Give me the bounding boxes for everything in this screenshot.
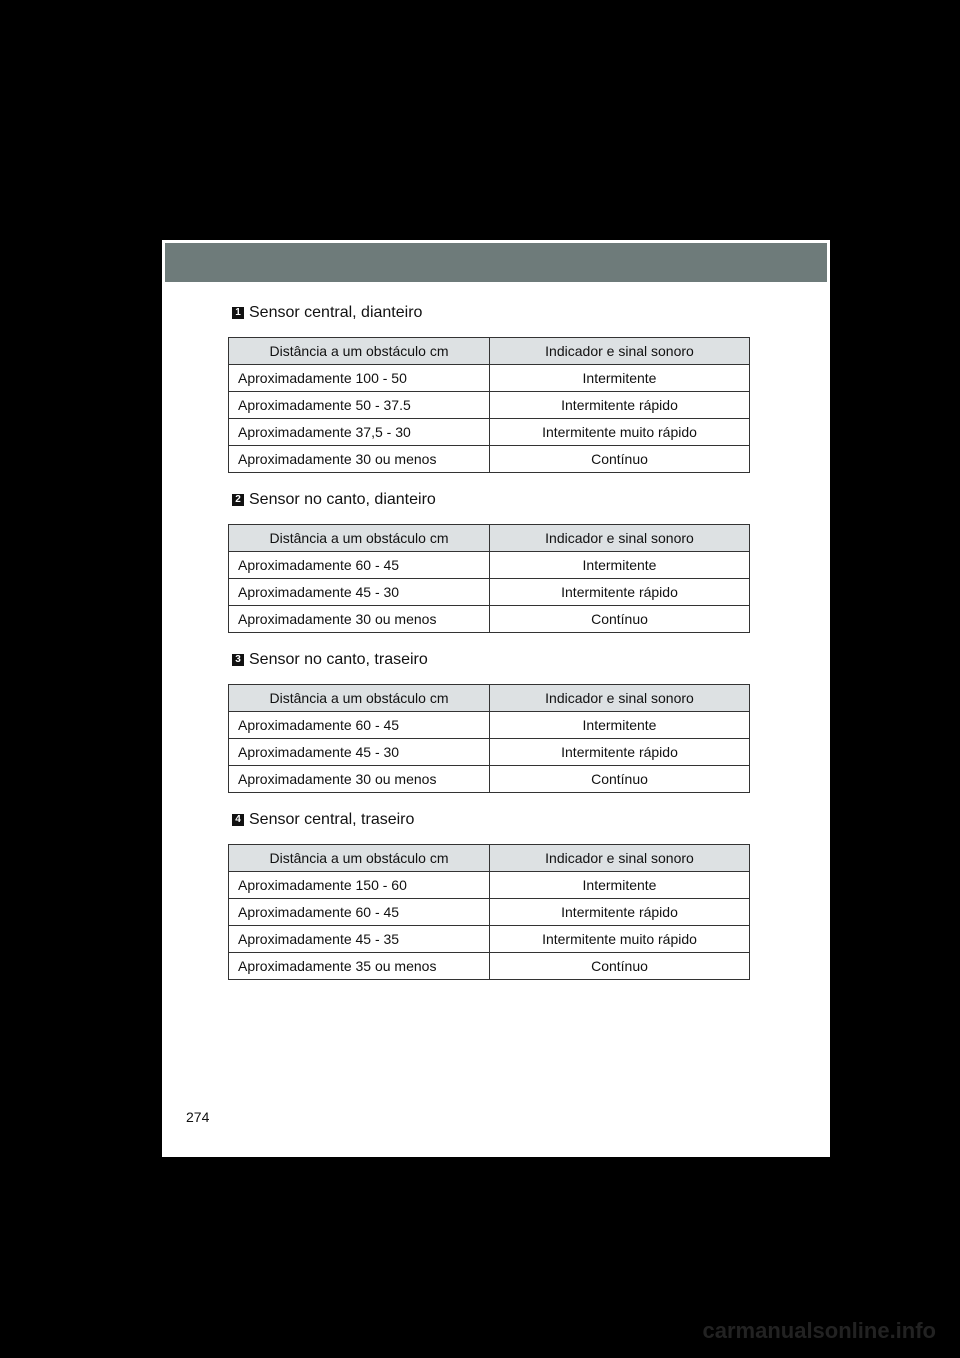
header-distance: Distância a um obstáculo cm bbox=[229, 525, 490, 552]
table-section-1 bbox=[228, 337, 750, 473]
table-row bbox=[229, 739, 750, 766]
table-row bbox=[229, 953, 750, 980]
cell-distance: Aproximadamente 100 - 50 bbox=[229, 365, 490, 392]
cell-distance: Aproximadamente 45 - 30 bbox=[229, 739, 490, 766]
section-title-1 bbox=[232, 304, 422, 322]
cell-distance: Aproximadamente 45 - 35 bbox=[229, 926, 490, 953]
header-distance: Distância a um obstáculo cm bbox=[229, 845, 490, 872]
manual-page bbox=[162, 240, 830, 1157]
cell-distance: Aproximadamente 60 - 45 bbox=[229, 712, 490, 739]
section-badge-4: 4 bbox=[232, 814, 244, 826]
table-section-2 bbox=[228, 524, 750, 633]
cell-signal: Intermitente muito rápido bbox=[490, 419, 750, 446]
cell-distance: Aproximadamente 37,5 - 30 bbox=[229, 419, 490, 446]
section-title-4 bbox=[232, 811, 414, 829]
cell-signal: Intermitente rápido bbox=[490, 739, 750, 766]
cell-signal: Intermitente bbox=[490, 872, 750, 899]
cell-signal: Intermitente rápido bbox=[490, 579, 750, 606]
section-title-3 bbox=[232, 651, 428, 669]
section-title-2 bbox=[232, 491, 436, 509]
section-title-text-3: Sensor no canto, traseiro bbox=[249, 651, 428, 668]
cell-signal: Intermitente rápido bbox=[490, 392, 750, 419]
table-row bbox=[229, 872, 750, 899]
table-row bbox=[229, 766, 750, 793]
table-row bbox=[229, 365, 750, 392]
cell-signal: Intermitente bbox=[490, 365, 750, 392]
header-band bbox=[165, 243, 827, 282]
table-row bbox=[229, 392, 750, 419]
header-distance: Distância a um obstáculo cm bbox=[229, 338, 490, 365]
table-section-3 bbox=[228, 684, 750, 793]
cell-distance: Aproximadamente 35 ou menos bbox=[229, 953, 490, 980]
cell-distance: Aproximadamente 30 ou menos bbox=[229, 606, 490, 633]
table-row bbox=[229, 712, 750, 739]
table-header-row bbox=[229, 338, 750, 365]
header-signal: Indicador e sinal sonoro bbox=[490, 845, 750, 872]
table-row bbox=[229, 899, 750, 926]
table-row bbox=[229, 606, 750, 633]
section-title-text-4: Sensor central, traseiro bbox=[249, 811, 415, 828]
section-badge-2: 2 bbox=[232, 494, 244, 506]
cell-signal: Intermitente muito rápido bbox=[490, 926, 750, 953]
header-distance: Distância a um obstáculo cm bbox=[229, 685, 490, 712]
table-header-row bbox=[229, 525, 750, 552]
cell-distance: Aproximadamente 150 - 60 bbox=[229, 872, 490, 899]
cell-signal: Contínuo bbox=[490, 766, 750, 793]
table-row bbox=[229, 552, 750, 579]
table-row bbox=[229, 579, 750, 606]
table-section-4 bbox=[228, 844, 750, 980]
cell-distance: Aproximadamente 60 - 45 bbox=[229, 899, 490, 926]
page-number: 274 bbox=[186, 1109, 210, 1125]
cell-signal: Intermitente rápido bbox=[490, 899, 750, 926]
cell-signal: Contínuo bbox=[490, 446, 750, 473]
cell-distance: Aproximadamente 30 ou menos bbox=[229, 446, 490, 473]
cell-distance: Aproximadamente 45 - 30 bbox=[229, 579, 490, 606]
cell-distance: Aproximadamente 60 - 45 bbox=[229, 552, 490, 579]
cell-distance: Aproximadamente 30 ou menos bbox=[229, 766, 490, 793]
cell-signal: Contínuo bbox=[490, 953, 750, 980]
table-header-row bbox=[229, 685, 750, 712]
table-row bbox=[229, 419, 750, 446]
table-row bbox=[229, 446, 750, 473]
section-title-text-1: Sensor central, dianteiro bbox=[249, 304, 423, 321]
table-row bbox=[229, 926, 750, 953]
cell-distance: Aproximadamente 50 - 37.5 bbox=[229, 392, 490, 419]
header-signal: Indicador e sinal sonoro bbox=[490, 525, 750, 552]
cell-signal: Intermitente bbox=[490, 712, 750, 739]
cell-signal: Intermitente bbox=[490, 552, 750, 579]
section-title-text-2: Sensor no canto, dianteiro bbox=[249, 491, 436, 508]
header-signal: Indicador e sinal sonoro bbox=[490, 685, 750, 712]
section-badge-1: 1 bbox=[232, 307, 244, 319]
table-header-row bbox=[229, 845, 750, 872]
section-badge-3: 3 bbox=[232, 654, 244, 666]
watermark: carmanualsonline.info bbox=[702, 1318, 936, 1343]
header-signal: Indicador e sinal sonoro bbox=[490, 338, 750, 365]
cell-signal: Contínuo bbox=[490, 606, 750, 633]
